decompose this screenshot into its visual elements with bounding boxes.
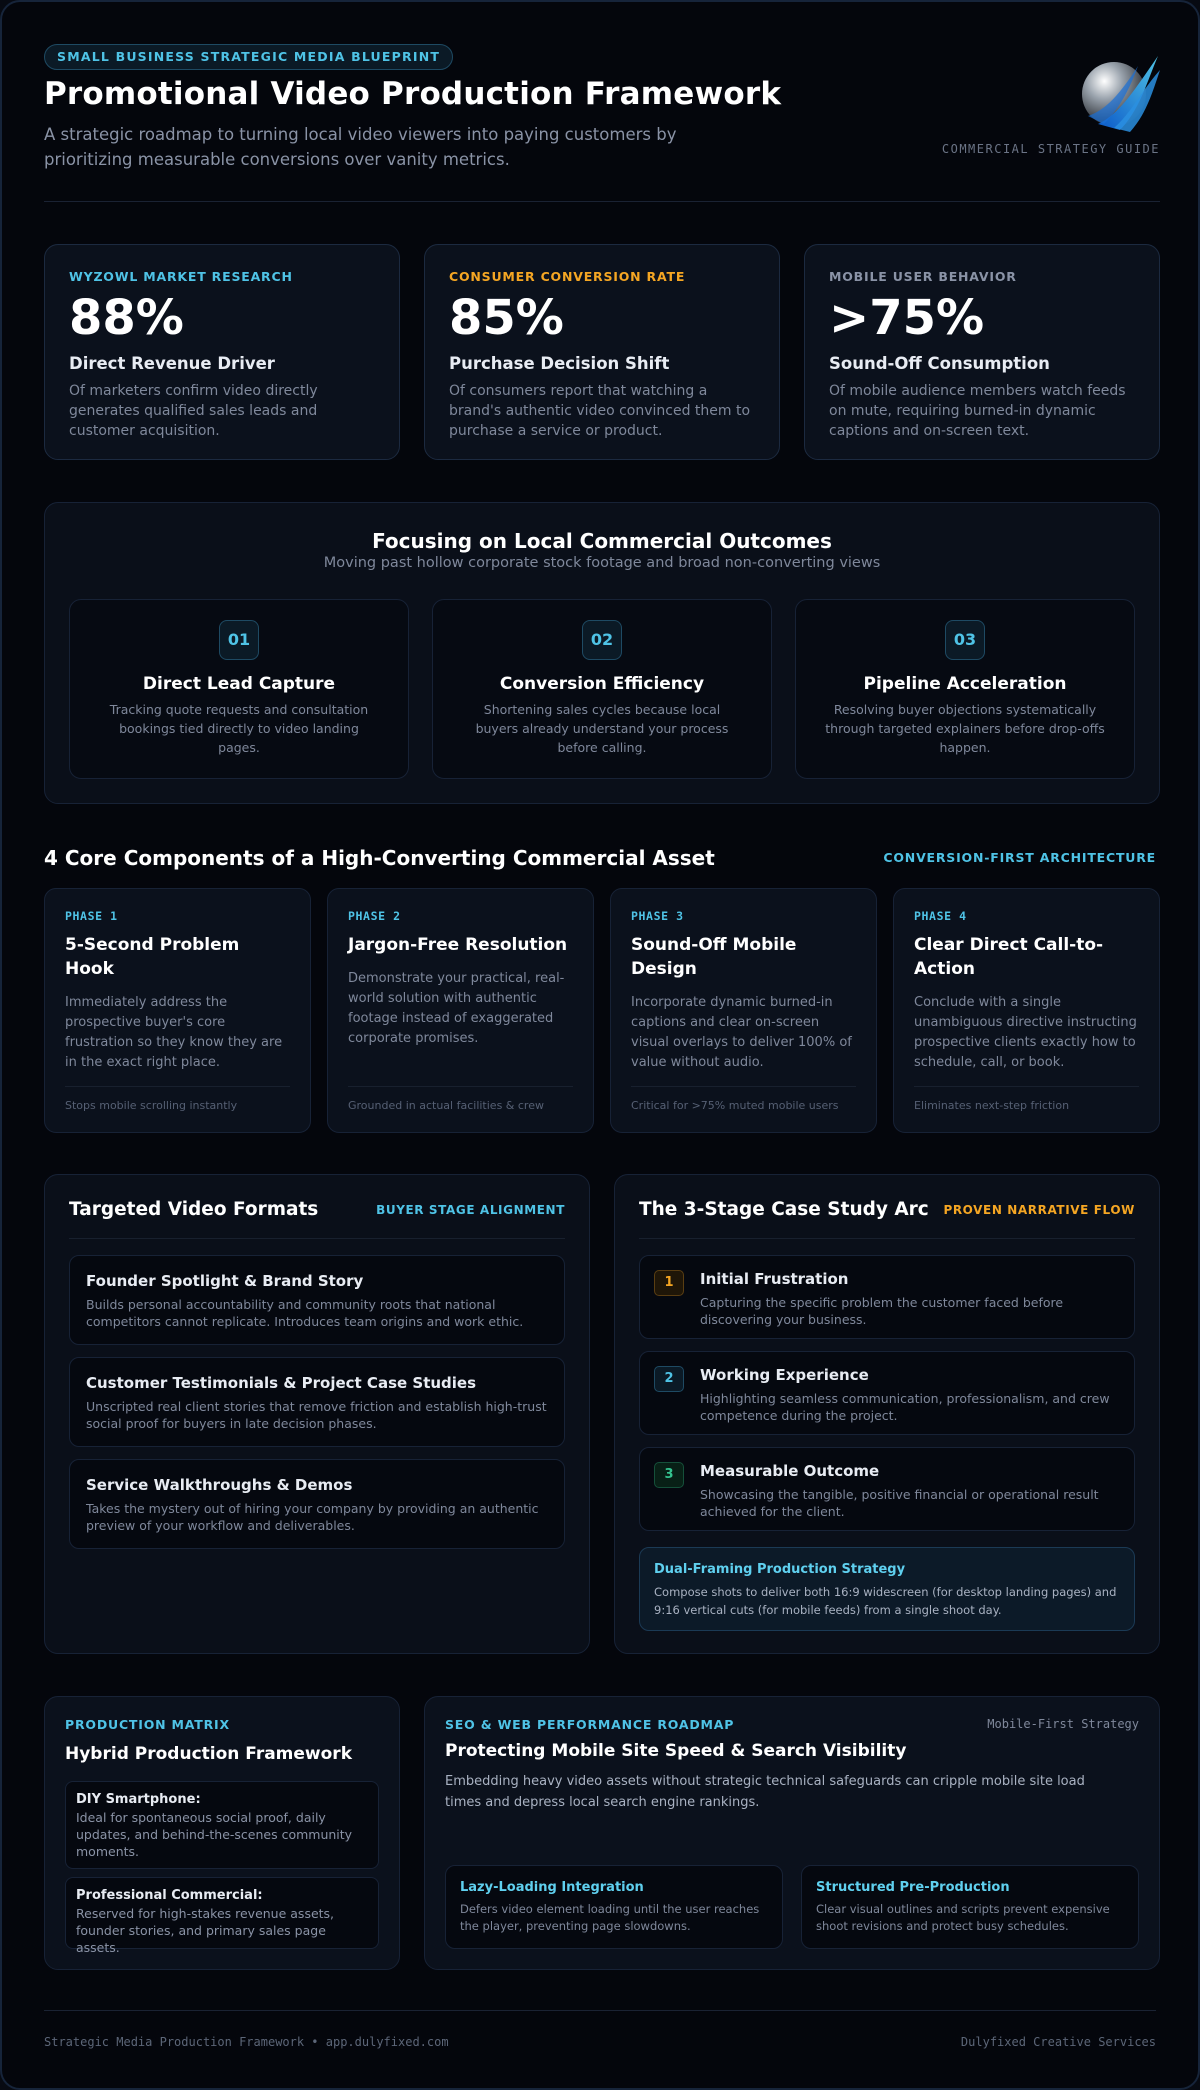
outcome-card [432,599,772,779]
phase-title: Jargon-Free Resolution [348,935,568,955]
phase-card [610,888,877,1133]
production-matrix [44,1696,400,1970]
stat-headline: Direct Revenue Driver [69,354,275,373]
stat-card [424,244,780,460]
matrix-title: Hybrid Production Framework [65,1744,352,1764]
core-section-title: 4 Core Components of a High-Converting Commercial Asset [44,846,715,870]
dual-framing-text: Compose shots to deliver both 16:9 widescreen (for desktop landing pages) and 9:16 vertical cuts (for mobile feeds) from a single shoot day. [654,1585,1117,1617]
phase-tag: PHASE 1 [65,909,118,923]
phase-card [893,888,1160,1133]
footer-left: Strategic Media Production Framework • app.dulyfixed.com [44,2035,449,2049]
format-text: Unscripted real client stories that remove friction and establish high-trust social proof for buyers in late decision phases. [86,1399,547,1431]
stat-text: Of mobile audience members watch feeds on mute, requiring burned-in dynamic captions and on-screen text. [829,383,1126,439]
stat-value: 85% [449,290,564,346]
matrix-item-title: Professional Commercial: [76,1888,263,1903]
formats-header [69,1199,565,1239]
stat-text: Of marketers confirm video directly generates qualified sales leads and customer acquisition. [69,383,318,439]
outcome-title: Pipeline Acceleration [863,674,1067,694]
phase-footnote: Eliminates next-step friction [914,1086,1139,1112]
phase-text: Demonstrate your practical, real-world solution with authentic footage instead of exaggerated corporate promises. [348,971,565,1046]
phase-title: Sound-Off Mobile Design [631,935,797,979]
outcome-title: Direct Lead Capture [142,674,336,694]
formats-title: Targeted Video Formats [69,1199,319,1220]
arc-stage [639,1447,1135,1531]
outcome-text: Resolving buyer objections systematically through targeted explainers before drop-offs happen. [825,702,1105,755]
arc-stage [639,1255,1135,1339]
format-title: Founder Spotlight & Brand Story [86,1272,364,1290]
phase-footnote: Grounded in actual facilities & crew [348,1086,573,1112]
seo-title: Protecting Mobile Site Speed & Search Visibility [445,1741,907,1761]
seo-card-text: Defers video element loading until the user reaches the player, preventing page slowdowns. [460,1902,760,1933]
arc-stage-text: Capturing the specific problem the customer faced before discovering your business. [700,1295,1064,1327]
outcome-text: Tracking quote requests and consultation bookings tied directly to video landing pages. [109,702,369,755]
format-title: Customer Testimonials & Project Case Studies [86,1374,477,1392]
outcomes-subtitle: Moving past hollow corporate stock footage and broad non-converting views [323,555,881,571]
phase-footnote: Stops mobile scrolling instantly [65,1086,290,1112]
stat-headline: Purchase Decision Shift [449,354,670,373]
phase-card [44,888,311,1133]
phase-title: Clear Direct Call-to-Action [914,935,1104,979]
phase-text: Incorporate dynamic burned-in captions and clear on-screen visual overlays to deliver 100% of value without audio. [631,995,852,1070]
arc-stage-number: 3 [654,1462,684,1488]
outcome-card [69,599,409,779]
format-item [69,1357,565,1447]
swoosh-logo-icon [1080,54,1160,134]
footer [44,2010,1156,2049]
outcomes-title: Focusing on Local Commercial Outcomes [372,529,832,553]
phase-footnote: Critical for >75% muted mobile users [631,1086,856,1112]
phase-tag: PHASE 2 [348,909,401,923]
matrix-item-title: DIY Smartphone: [76,1792,201,1807]
outcome-number: 01 [219,620,259,660]
phase-card [327,888,594,1133]
arc-stage-title: Working Experience [700,1366,869,1384]
stat-tag: MOBILE USER BEHAVIOR [829,269,1017,284]
arc-tag: PROVEN NARRATIVE FLOW [943,1203,1135,1217]
outcome-number: 02 [582,620,622,660]
stat-card [804,244,1160,460]
matrix-tag: PRODUCTION MATRIX [65,1717,230,1732]
phase-title: 5-Second Problem Hook [65,935,240,979]
matrix-item [65,1781,379,1869]
seo-card [445,1865,783,1949]
stat-value: >75% [829,290,985,346]
matrix-item-text: Reserved for high-stakes revenue assets, founder stories, and primary sales page assets. [76,1906,335,1955]
phase-text: Immediately address the prospective buyer's core frustration so they know they are in the exact right place. [65,995,283,1070]
core-section-tag: CONVERSION-FIRST ARCHITECTURE [883,850,1156,865]
stat-tag: WYZOWL MARKET RESEARCH [69,269,293,284]
formats-panel [44,1174,590,1654]
matrix-item-text: Ideal for spontaneous social proof, daily updates, and behind-the-scenes community moments. [76,1810,353,1859]
phase-tag: PHASE 3 [631,909,684,923]
arc-stage-title: Measurable Outcome [700,1462,880,1480]
matrix-item [65,1877,379,1955]
logo-caption: COMMERCIAL STRATEGY GUIDE [941,142,1160,156]
page-subtitle: A strategic roadmap to turning local video viewers into paying customers by prioritizing measurable conversions over vanity metrics. [44,125,677,169]
arc-header [639,1199,1135,1239]
arc-stage [639,1351,1135,1435]
format-text: Builds personal accountability and community roots that national competitors cannot replicate. Introduces team origins and work ethic. [86,1297,524,1329]
case-study-arc-panel [614,1174,1160,1654]
dual-framing-callout [639,1547,1135,1631]
stat-value: 88% [69,290,184,346]
format-text: Takes the mystery out of hiring your company by providing an authentic preview of your workflow and deliverables. [86,1501,539,1533]
header [44,44,1160,202]
arc-title: The 3-Stage Case Study Arc [639,1199,929,1220]
seo-text: Embedding heavy video assets without strategic technical safeguards can cripple mobile site load times and depress local search engine rankings. [445,1774,1085,1810]
format-item [69,1459,565,1549]
outcomes-section [44,502,1160,804]
category-pill: SMALL BUSINESS STRATEGIC MEDIA BLUEPRINT [44,44,453,70]
page-title: Promotional Video Production Framework [44,76,782,112]
arc-stage-number: 2 [654,1366,684,1392]
seo-roadmap [424,1696,1160,1970]
footer-right: Dulyfixed Creative Services [960,2035,1156,2049]
seo-card-title: Structured Pre-Production [816,1880,1010,1895]
phase-text: Conclude with a single unambiguous directive instructing prospective clients exactly how to schedule, call, or book. [914,995,1137,1070]
arc-stage-text: Highlighting seamless communication, professionalism, and crew competence during the project. [700,1391,1110,1423]
format-item [69,1255,565,1345]
outcome-title: Conversion Efficiency [499,674,705,694]
stat-card [44,244,400,460]
outcome-number: 03 [945,620,985,660]
seo-card-title: Lazy-Loading Integration [460,1880,644,1895]
arc-stage-number: 1 [654,1270,684,1296]
phase-tag: PHASE 4 [914,909,967,923]
seo-tag: SEO & WEB PERFORMANCE ROADMAP [445,1717,735,1732]
seo-strategy-label: Mobile-First Strategy [987,1717,1139,1731]
format-title: Service Walkthroughs & Demos [86,1476,353,1494]
formats-tag: BUYER STAGE ALIGNMENT [376,1203,565,1217]
arc-stage-title: Initial Frustration [700,1270,849,1288]
seo-card-text: Clear visual outlines and scripts prevent expensive shoot revisions and protect busy schedules. [816,1902,1110,1933]
stat-headline: Sound-Off Consumption [829,354,1050,373]
outcome-text: Shortening sales cycles because local buyers already understand your process before calling. [475,702,729,755]
stat-text: Of consumers report that watching a brand's authentic video convinced them to purchase a service or product. [449,383,751,439]
stat-tag: CONSUMER CONVERSION RATE [449,269,686,284]
outcome-card [795,599,1135,779]
seo-card [801,1865,1139,1949]
arc-stage-text: Showcasing the tangible, positive financial or operational result achieved for the client. [700,1487,1099,1519]
dual-framing-title: Dual-Framing Production Strategy [654,1562,906,1577]
